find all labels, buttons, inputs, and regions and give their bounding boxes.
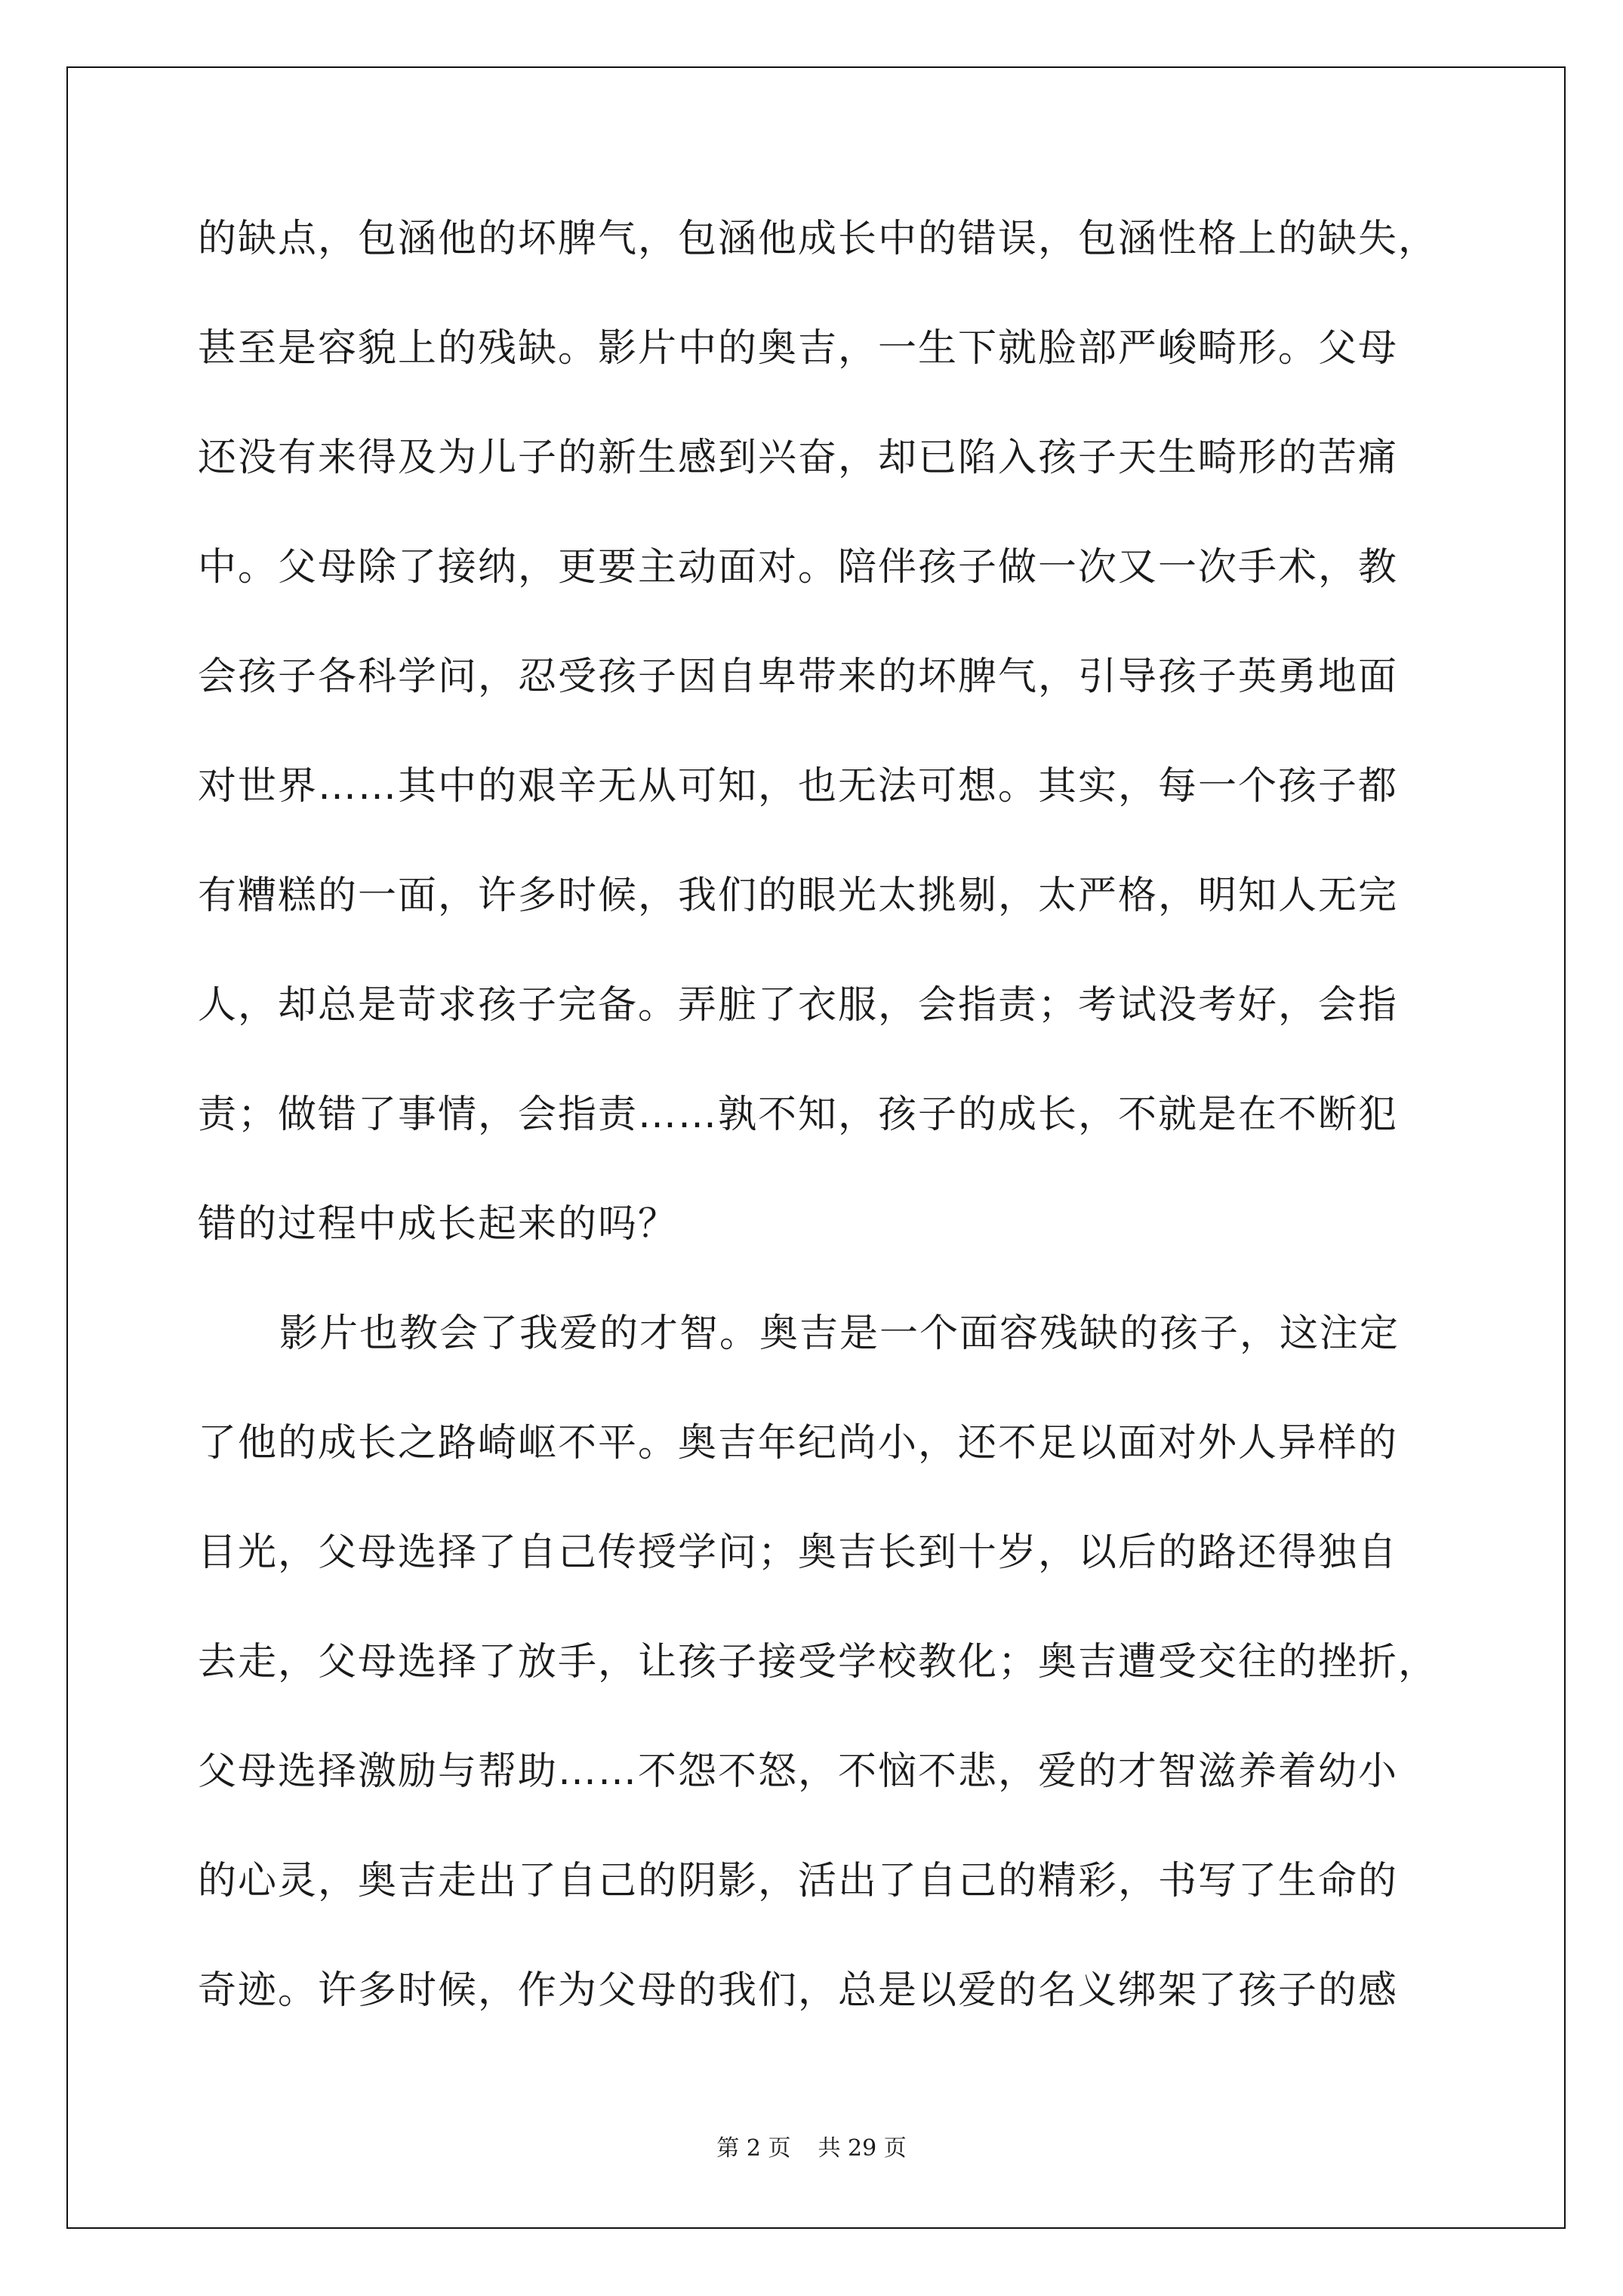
text-line: 父母选择激励与帮助……不怨不怒，不恼不悲，爱的才智滋养着幼小 (198, 1749, 1399, 1794)
text-line: 有糟糕的一面，许多时候，我们的眼光太挑剔，太严格，明知人无完 (198, 874, 1399, 918)
text-line: 的心灵，奥吉走出了自己的阴影，活出了自己的精彩，书写了生命的 (198, 1859, 1399, 1903)
page-footer (0, 2129, 1623, 2162)
text-line: 人，却总是苛求孩子完备。弄脏了衣服，会指责；考试没考好，会指 (198, 983, 1399, 1028)
text-line: 奇迹。许多时候，作为父母的我们，总是以爱的名义绑架了孩子的感 (198, 1968, 1399, 2013)
text-line: 甚至是容貌上的残缺。影片中的奥吉，一生下就脸部严峻畸形。父母 (198, 326, 1399, 371)
text-line: 去走，父母选择了放手，让孩子接受学校教化；奥吉遭受交往的挫折， (198, 1640, 1439, 1684)
document-body (198, 184, 1439, 2045)
paragraph-start-line: 影片也教会了我爱的才智。奥吉是一个面容残缺的孩子，这注定 (279, 1311, 1400, 1356)
text-line: 的缺点，包涵他的坏脾气，包涵他成长中的错误，包涵性格上的缺失， (198, 217, 1439, 261)
text-line: 中。父母除了接纳，更要主动面对。陪伴孩子做一次又一次手术，教 (198, 545, 1399, 590)
text-line: 了他的成长之路崎岖不平。奥吉年纪尚小，还不足以面对外人异样的 (198, 1421, 1399, 1465)
text-line: 错的过程中成长起来的吗？ (198, 1202, 679, 1247)
text-line: 责；做错了事情，会指责……孰不知，孩子的成长，不就是在不断犯 (198, 1093, 1399, 1137)
page-number: 第 2 页 (716, 2135, 791, 2162)
text-line: 还没有来得及为儿子的新生感到兴奋，却已陷入孩子天生畸形的苦痛 (198, 436, 1399, 480)
text-line: 对世界……其中的艰辛无从可知，也无法可想。其实，每一个孩子都 (198, 764, 1399, 809)
text-line: 会孩子各科学问，忍受孩子因自卑带来的坏脾气，引导孩子英勇地面 (198, 655, 1399, 699)
page-total: 共 29 页 (818, 2135, 907, 2162)
text-line: 目光，父母选择了自己传授学问；奥吉长到十岁，以后的路还得独自 (198, 1530, 1399, 1575)
